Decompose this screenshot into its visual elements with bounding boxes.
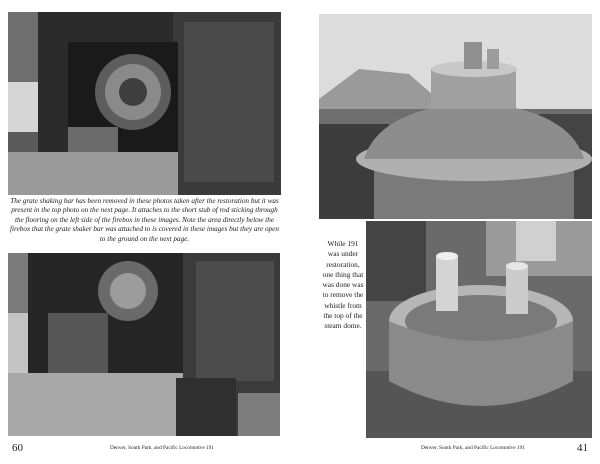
left-page-caption: The grate shaking bar has been removed in these photos taken after the restoration but it was present in the top photo on the next page. It attaches to the short stub of rod sticking through the flooring on the left side of the firebox in these images. Note the area directly below the firebox that the grate shaker bar was attached to is covered in these images but they are open to the ground on the next page. bbox=[10, 197, 279, 243]
steam-dome-photo bbox=[319, 14, 592, 219]
running-title-right: Denver, South Park, and Pacific Locomotive 191 bbox=[421, 445, 525, 451]
page-number-left: 60 bbox=[12, 442, 23, 454]
right-page-caption: While 191 was under restoration, one thing that was done was to remove the whistle from the top of the steam dome. bbox=[322, 239, 364, 331]
firebox-photo-top bbox=[8, 12, 281, 195]
running-title-left: Denver, South Park, and Pacific Locomotive 191 bbox=[110, 445, 214, 451]
page-number-right: 41 bbox=[577, 442, 588, 454]
firebox-photo-bottom bbox=[8, 253, 280, 436]
dome-top-photo bbox=[366, 221, 592, 438]
